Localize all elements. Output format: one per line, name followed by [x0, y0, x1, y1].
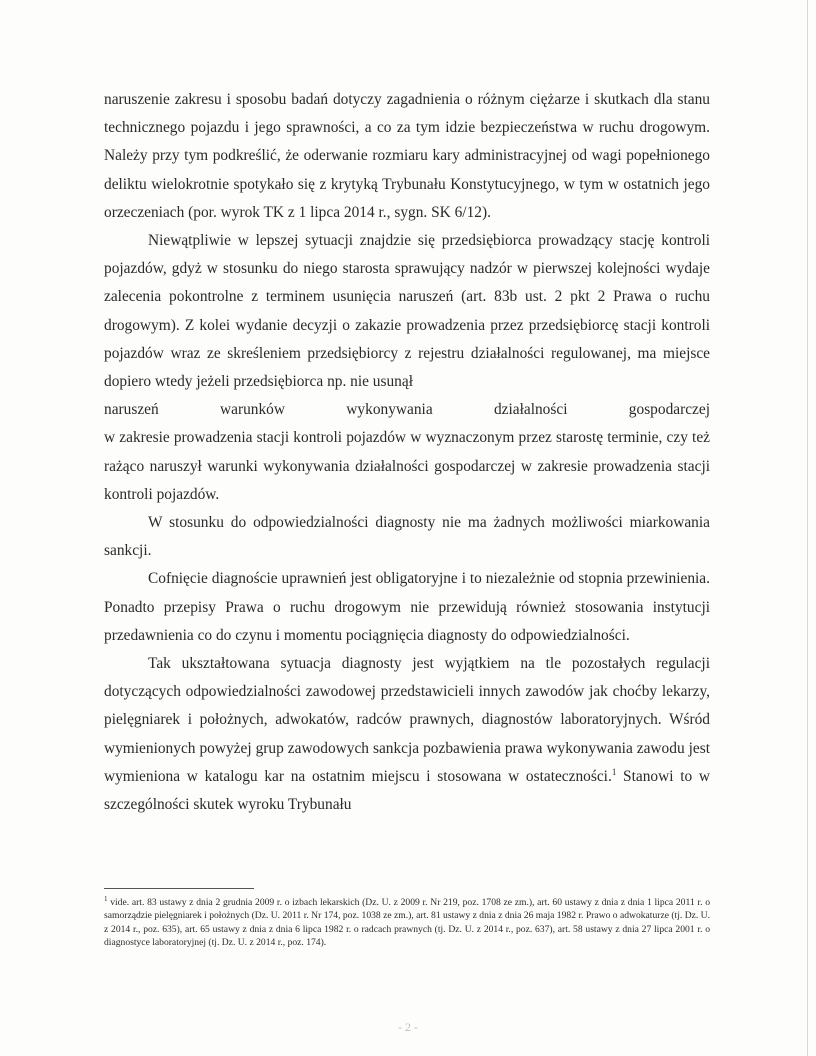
page-number: - 2 - [398, 1020, 418, 1034]
paragraph-diagnostician-liability: W stosunku do odpowiedzialności diagnosty nie ma żadnych możliwości miarkowania sankcji. [104, 514, 710, 560]
paragraph-comparison [104, 650, 710, 819]
paragraph-comparison-tail: Stanowi to w szczególności skutek wyroku Trybunału [104, 767, 710, 814]
footnote-marker: 1 [104, 894, 108, 903]
paragraph-revocation: Cofnięcie diagnoście uprawnień jest obligatoryjne i to niezależnie od stopnia przewinienia. Ponadto przepisy Prawa o ruchu drogowym nie przewidują również stosowania instytucji przedawnienia co do czynu i momentu pociągnięcia diagnosty do odpowiedzialności. [104, 570, 710, 644]
footnote-text: vide. art. 83 ustawy z dnia 2 grudnia 2009 r. o izbach lekarskich (Dz. U. z 2009 r. Nr 219, poz. 1708 ze zm.), art. 60 ustawy z dnia z dnia 1 lipca 2011 r. o samorządzie pielęgniarek i położnych (Dz. U. 2011 r. Nr 174, poz. 1038 ze zm.), art. 81 ustawy z dnia z dnia 26 maja 1982 r. Prawo o adwokaturze (tj. Dz. U. z 2014 r., poz. 635), art. 65 ustawy z dnia z dnia 6 lipca 1982 r. o radcach prawnych (tj. Dz. U. z 2014 r., poz. 637), art. 58 ustawy z dnia 27 lipca 2001 r. o diagnostyce laboratoryjnej (tj. Dz. U. z 2014 r., poz. 174). [104, 897, 710, 949]
paragraph-comparison-text: Tak ukształtowana sytuacja diagnosty jest wyjątkiem na tle pozostałych regulacji dotyczących odpowiedzialności zawodowej przedstawicieli innych zawodów jak choćby lekarzy, pielęgniarek i położnych, adwokatów, radców prawnych, diagnostów laboratoryjnych. Wśród wymienionych powyżej grup zawodowych sankcja pozbawienia prawa wykonywania zawodu jest wymieniona w katalogu kar na ostatnim miejscu i stosowana w ostateczności. [104, 655, 710, 785]
footnote [104, 896, 710, 950]
paragraph-continuation: naruszenie zakresu i sposobu badań dotyczy zagadnienia o różnym ciężarze i skutkach dla stanu technicznego pojazdu i jego sprawności, a co za tym idzie bezpieczeństwa w ruchu drogowym. Należy przy tym podkreślić, że oderwanie rozmiaru kary administracyjnej od wagi popełnionego deliktu wielokrotnie spotykało się z krytyką Trybunału Konstytucyjnego, w tym w ostatnich jego orzeczeniach (por. wyrok TK z 1 lipca 2014 r., sygn. SK 6/12). [104, 91, 710, 221]
paragraph-station-operator: Niewątpliwie w lepszej sytuacji znajdzie się przedsiębiorca prowadzący stację kontroli pojazdów, gdyż w stosunku do niego starosta sprawujący nadzór w pierwszej kolejności wydaje zalecenia pokontrolne z terminem usunięcia naruszeń (art. 83b ust. 2 pkt 2 Prawa o ruchu drogowym). Z kolei wydanie decyzji o zakazie prowadzenia przez przedsiębiorcę stacji kontroli pojazdów wraz ze skreśleniem przedsiębiorcy z rejestru działalności regulowanej, ma miejsce dopiero wtedy jeżeli przedsiębiorca np. nie usunął [104, 232, 710, 391]
paragraph-spaced-line: naruszeń warunków wykonywania działalności gospodarczej [104, 401, 710, 419]
paragraph-station-operator-end: w zakresie prowadzenia stacji kontroli pojazdów w wyznaczonym przez starostę terminie, czy też rażąco naruszył warunki wykonywania działalności gospodarczej w zakresie prowadzenia stacji kontroli pojazdów. [104, 429, 710, 503]
footnote-reference: 1 [611, 766, 617, 777]
scan-edge-line [807, 0, 808, 1056]
footnote-separator [104, 888, 254, 889]
body-text [104, 86, 710, 819]
